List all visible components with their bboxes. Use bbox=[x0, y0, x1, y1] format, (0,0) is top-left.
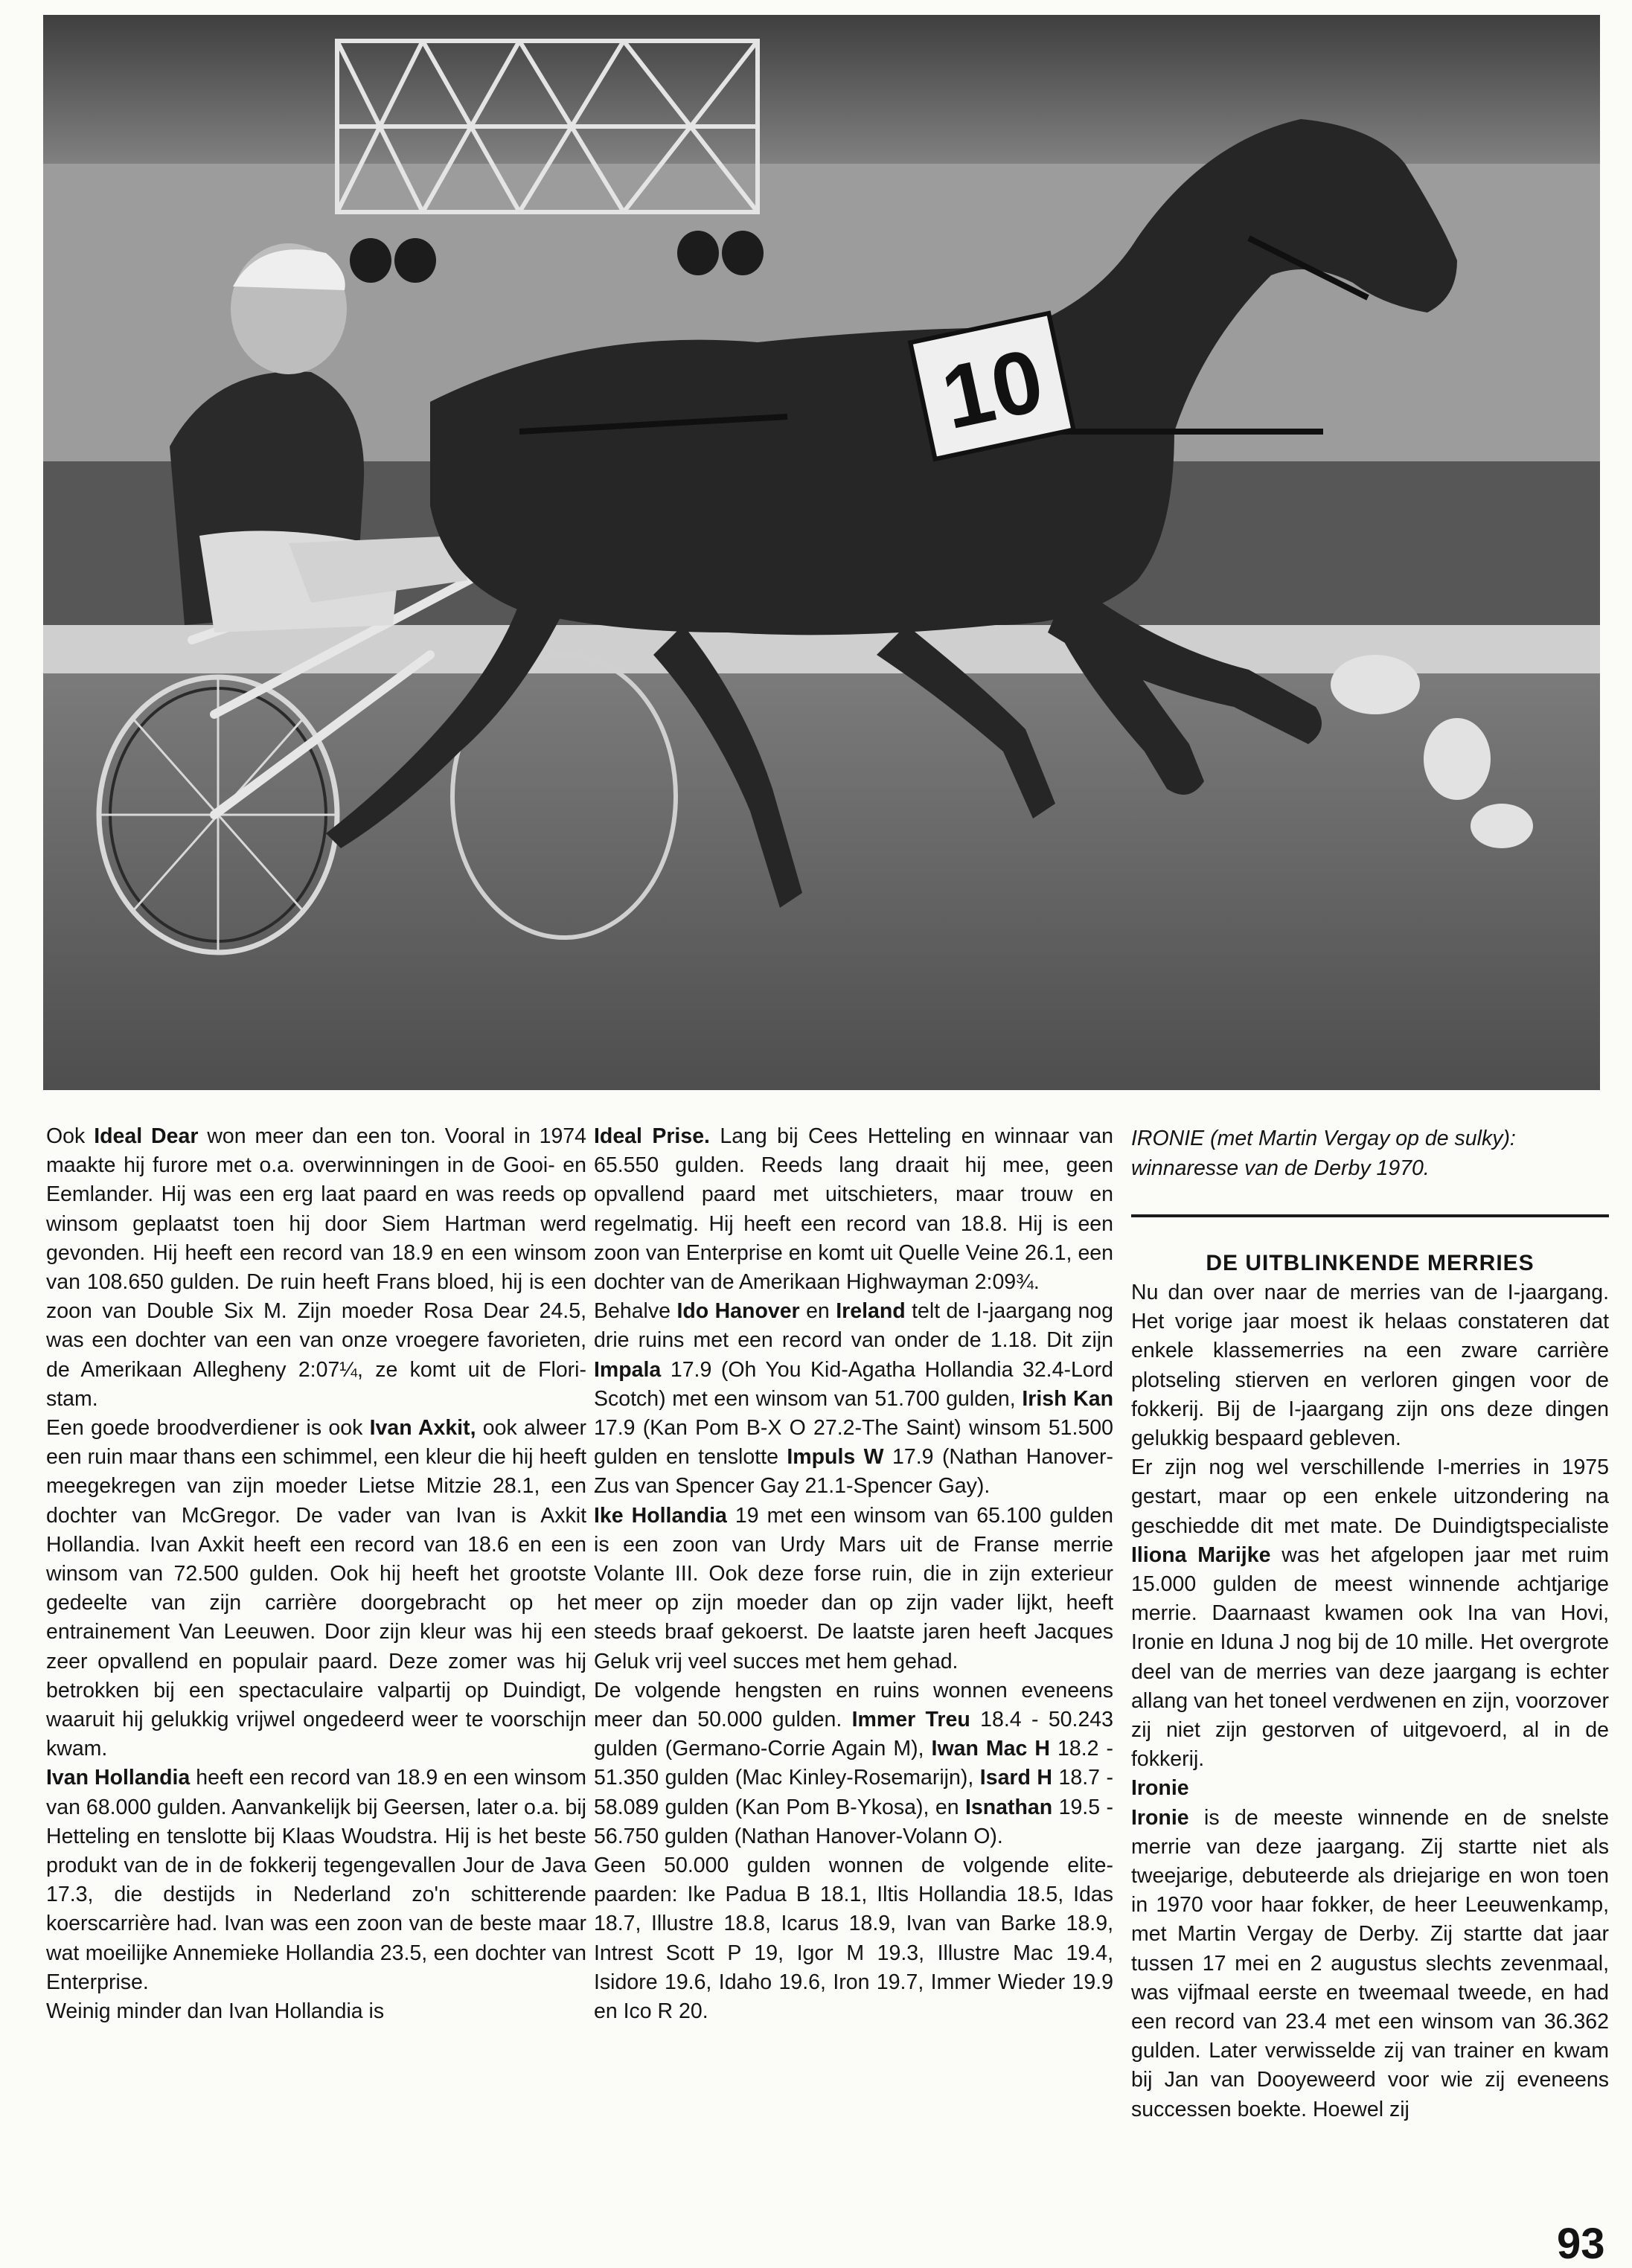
harness-racing-photo bbox=[43, 15, 1600, 1090]
horse-name: Isard H bbox=[979, 1766, 1053, 1790]
text-run: 19.5 - 56.750 gulden (Nathan Hanover-Volann O). bbox=[594, 1795, 1113, 1848]
paragraph bbox=[46, 1122, 586, 1414]
paragraph bbox=[594, 1851, 1113, 2026]
text-run: Behalve bbox=[594, 1299, 677, 1324]
section-divider bbox=[1131, 1214, 1609, 1217]
paragraph bbox=[594, 1297, 1113, 1501]
horse-name: Ivan Hollandia bbox=[46, 1766, 191, 1790]
horse-name: Ike Hollandia bbox=[594, 1503, 727, 1528]
ironie-body bbox=[1131, 1804, 1609, 2124]
text-run: 17.9 (Kan Pom B-X O 27.2-The Saint) winsom 51.500 gulden en tenslotte bbox=[594, 1416, 1113, 1470]
horse-name: Ideal Prise. bbox=[594, 1124, 710, 1148]
paragraph bbox=[594, 1122, 1113, 1297]
photo-illustration bbox=[43, 15, 1600, 1090]
photo-caption: IRONIE (met Martin Vergay op de sulky): winnaresse van de Derby 1970. bbox=[1131, 1127, 1516, 1180]
paragraph bbox=[1131, 1278, 1609, 1453]
text-run: 18.2 - 51.350 gulden (Mac Kinley-Rosemarijn), bbox=[594, 1737, 1113, 1790]
horse-name: Iliona Marijke bbox=[1131, 1543, 1271, 1567]
horse-name: Ireland bbox=[836, 1299, 906, 1324]
text-run: telt de I-jaargang nog drie ruins met een record van onder de 1.18. Dit zijn bbox=[594, 1299, 1113, 1353]
text-run: won meer dan een ton. Vooral in 1974 maakte hij furore met o.a. overwinningen in de Gooi- en Eemlander. Hij was een erg laat paard en was reeds op winsom geplaatst toen hij door Siem Hartman werd gevonden. Hij heeft een record van 18.9 en een winsom van 108.650 gulden. De ruin heeft Frans bloed, hij is een zoon van Double Six M. Zijn moeder Rosa Dear 24.5, was een dochter van een van onze vroegere favorieten, de Amerikaan Allegheny 2:07¼, ze komt uit de Flori-stam. bbox=[46, 1124, 587, 1411]
text-run: 17.9 (Nathan Hanover-Zus van Spencer Gay 21.1-Spencer Gay). bbox=[594, 1445, 1113, 1499]
horse-name: Isnathan bbox=[964, 1795, 1053, 1819]
text-run: 18.7 - 58.089 gulden (Kan Pom B-Ykosa), en bbox=[594, 1766, 1113, 1819]
text-run: Weinig minder dan Ivan Hollandia is bbox=[46, 1999, 385, 2024]
text-run: 18.4 - 50.243 gulden (Germano-Corrie Again M), bbox=[594, 1708, 1113, 1761]
horse-name: Impala bbox=[594, 1357, 662, 1382]
paragraph bbox=[594, 1502, 1113, 1676]
text-run: en bbox=[799, 1299, 836, 1324]
subheading-ironie: Ironie bbox=[1131, 1776, 1189, 1801]
horse-name: Ivan Axkit, bbox=[369, 1416, 476, 1441]
saddle-number: 10 bbox=[933, 330, 1052, 449]
text-run: Geen 50.000 gulden wonnen de volgende elite-paarden: Ike Padua B 18.1, Iltis Hollandia 18.5, Idas 18.7, Illustre 18.8, Icarus 18.9, Ivan van Barke 18.9, Intrest Scott P 19, Igor M 19.3, Illustre Mac 19.4, Isidore 19.6, Idaho 19.6, Iron 19.7, Immer Wieder 19.9 en Ico R 20. bbox=[594, 1854, 1113, 2024]
page-number: 93 bbox=[1557, 2220, 1605, 2268]
text-run: is de meeste winnende en de snelste merrie van deze jaargang. Zij startte niet als tweejarige, debuteerde als driejarige en won toen in 1970 voor haar fokker, de heer Leeuwenkamp, met Martin Vergay de Derby. Zij startte dat jaar tussen 17 mei en 2 augustus slechts zevenmaal, was vijfmaal eerste en tweemaal tweede, en had een record van 23.4 met een winsom van 36.362 gulden. Later verwisselde zij van trainer en kwam bij Jan van Dooyeweerd voor wie zij eveneens successen boekte. Hoewel zij bbox=[1131, 1805, 1609, 2121]
article-column-3 bbox=[1131, 1122, 1609, 2124]
text-run: Nu dan over naar de merries van de I-jaargang. Het vorige jaar moest ik helaas constateren dat enkele klassemerries na een zware carrière plotseling stierven en verloren gingen voor de fokkerij. Bij de I-jaargang zijn ons deze dingen gelukkig bespaard gebleven. bbox=[1131, 1281, 1609, 1451]
paragraph bbox=[594, 1676, 1113, 1851]
text-run: 19 met een winsom van 65.100 gulden is een zoon van Urdy Mars uit de Franse merrie Volante III. Ook deze forse ruin, die in zijn exterieur meer op zijn moeder dan op zijn vader lijkt, heeft steeds braaf gekoerst. De laatste jaren heeft Jacques Geluk vrij veel succes met hem gehad. bbox=[594, 1503, 1113, 1673]
paragraph bbox=[1131, 1804, 1609, 2124]
paragraph bbox=[46, 1414, 586, 1764]
text-run: Lang bij Cees Hetteling en winnaar van 65.550 gulden. Reeds lang draait hij mee, geen opvallend paard met uitschieters, maar trouw en regelmatig. Hij heeft een record van 18.8. Hij is een zoon van Enterprise en komt uit Quelle Veine 26.1, een dochter van de Amerikaan Highwayman 2:09¾. bbox=[594, 1124, 1113, 1295]
article-column-2 bbox=[594, 1122, 1113, 2026]
paragraph bbox=[1131, 1453, 1609, 1774]
horse-name: Immer Treu bbox=[851, 1708, 970, 1732]
text-run: ook alweer een ruin maar thans een schimmel, een kleur die hij heeft meegekregen van zijn moeder Lietse Mitzie 28.1, een dochter van McGregor. De vader van Ivan is Axkit Hollandia. Ivan Axkit heeft een record van 18.6 en een winsom van 72.500 gulden. Ook hij heeft het grootste gedeelte van zijn carrière doorgebracht op het entrainement Van Leeuwen. Door zijn kleur was hij een zeer opvallend en populair paard. Deze zomer was hij betrokken bij een spectaculaire valpartij op Duindigt, waaruit hij gelukkig vrijwel ongedeerd weer te voorschijn kwam. bbox=[46, 1416, 586, 1761]
text-run: heeft een record van 18.9 en een winsom van 68.000 gulden. Aanvankelijk bij Geersen, later o.a. bij Hetteling en tenslotte bij Klaas Woudstra. Hij is het beste produkt van de in de fokkerij tegengevallen Jour de Java 17.3, die destijds in Nederland zo'n schitterende koerscarrière had. Ivan was een zoon van de beste maar wat moeilijke Annemieke Hollandia 23.5, een dochter van Enterprise. bbox=[46, 1766, 586, 1994]
text-run: Er zijn nog wel verschillende I-merries in 1975 gestart, maar op een enkele uitzondering na geschiedde dit met mate. De Duindigtspecialiste bbox=[1131, 1455, 1609, 1538]
horse-name: Irish Kan bbox=[1022, 1386, 1113, 1411]
paragraph bbox=[46, 1997, 586, 2026]
text-run: De volgende hengsten en ruins wonnen eveneens meer dan 50.000 gulden. bbox=[594, 1678, 1113, 1732]
paragraph bbox=[46, 1764, 586, 1997]
text-run: 17.9 (Oh You Kid-Agatha Hollandia 32.4-Lord Scotch) met een winsom van 51.700 gulden, bbox=[594, 1357, 1113, 1411]
section-body bbox=[1131, 1278, 1609, 1774]
article-column-1 bbox=[46, 1122, 586, 2026]
horse-name: Ideal Dear bbox=[94, 1124, 199, 1148]
horse-name: Iwan Mac H bbox=[931, 1737, 1050, 1761]
text-run: Een goede broodverdiener is ook bbox=[46, 1416, 370, 1441]
text-run: Ook bbox=[46, 1124, 95, 1148]
horse-name: Ido Hanover bbox=[676, 1299, 800, 1324]
text-run: was het afgelopen jaar met ruim 15.000 gulden de meest winnende achtjarige merrie. Daarnaast kwamen ook Ina van Hovi, Ironie en Iduna J nog bij de 10 mille. Het overgrote deel van de merries van deze jaargang is echter allang van het toneel verdwenen en zijn, voorzover zij niet zijn gestorven of uitgevoerd, al in de fokkerij. bbox=[1131, 1543, 1609, 1772]
section-heading: DE UITBLINKENDE MERRIES bbox=[1206, 1251, 1535, 1275]
horse-name: Ironie bbox=[1131, 1805, 1189, 1830]
horse-name: Impuls W bbox=[787, 1445, 884, 1470]
